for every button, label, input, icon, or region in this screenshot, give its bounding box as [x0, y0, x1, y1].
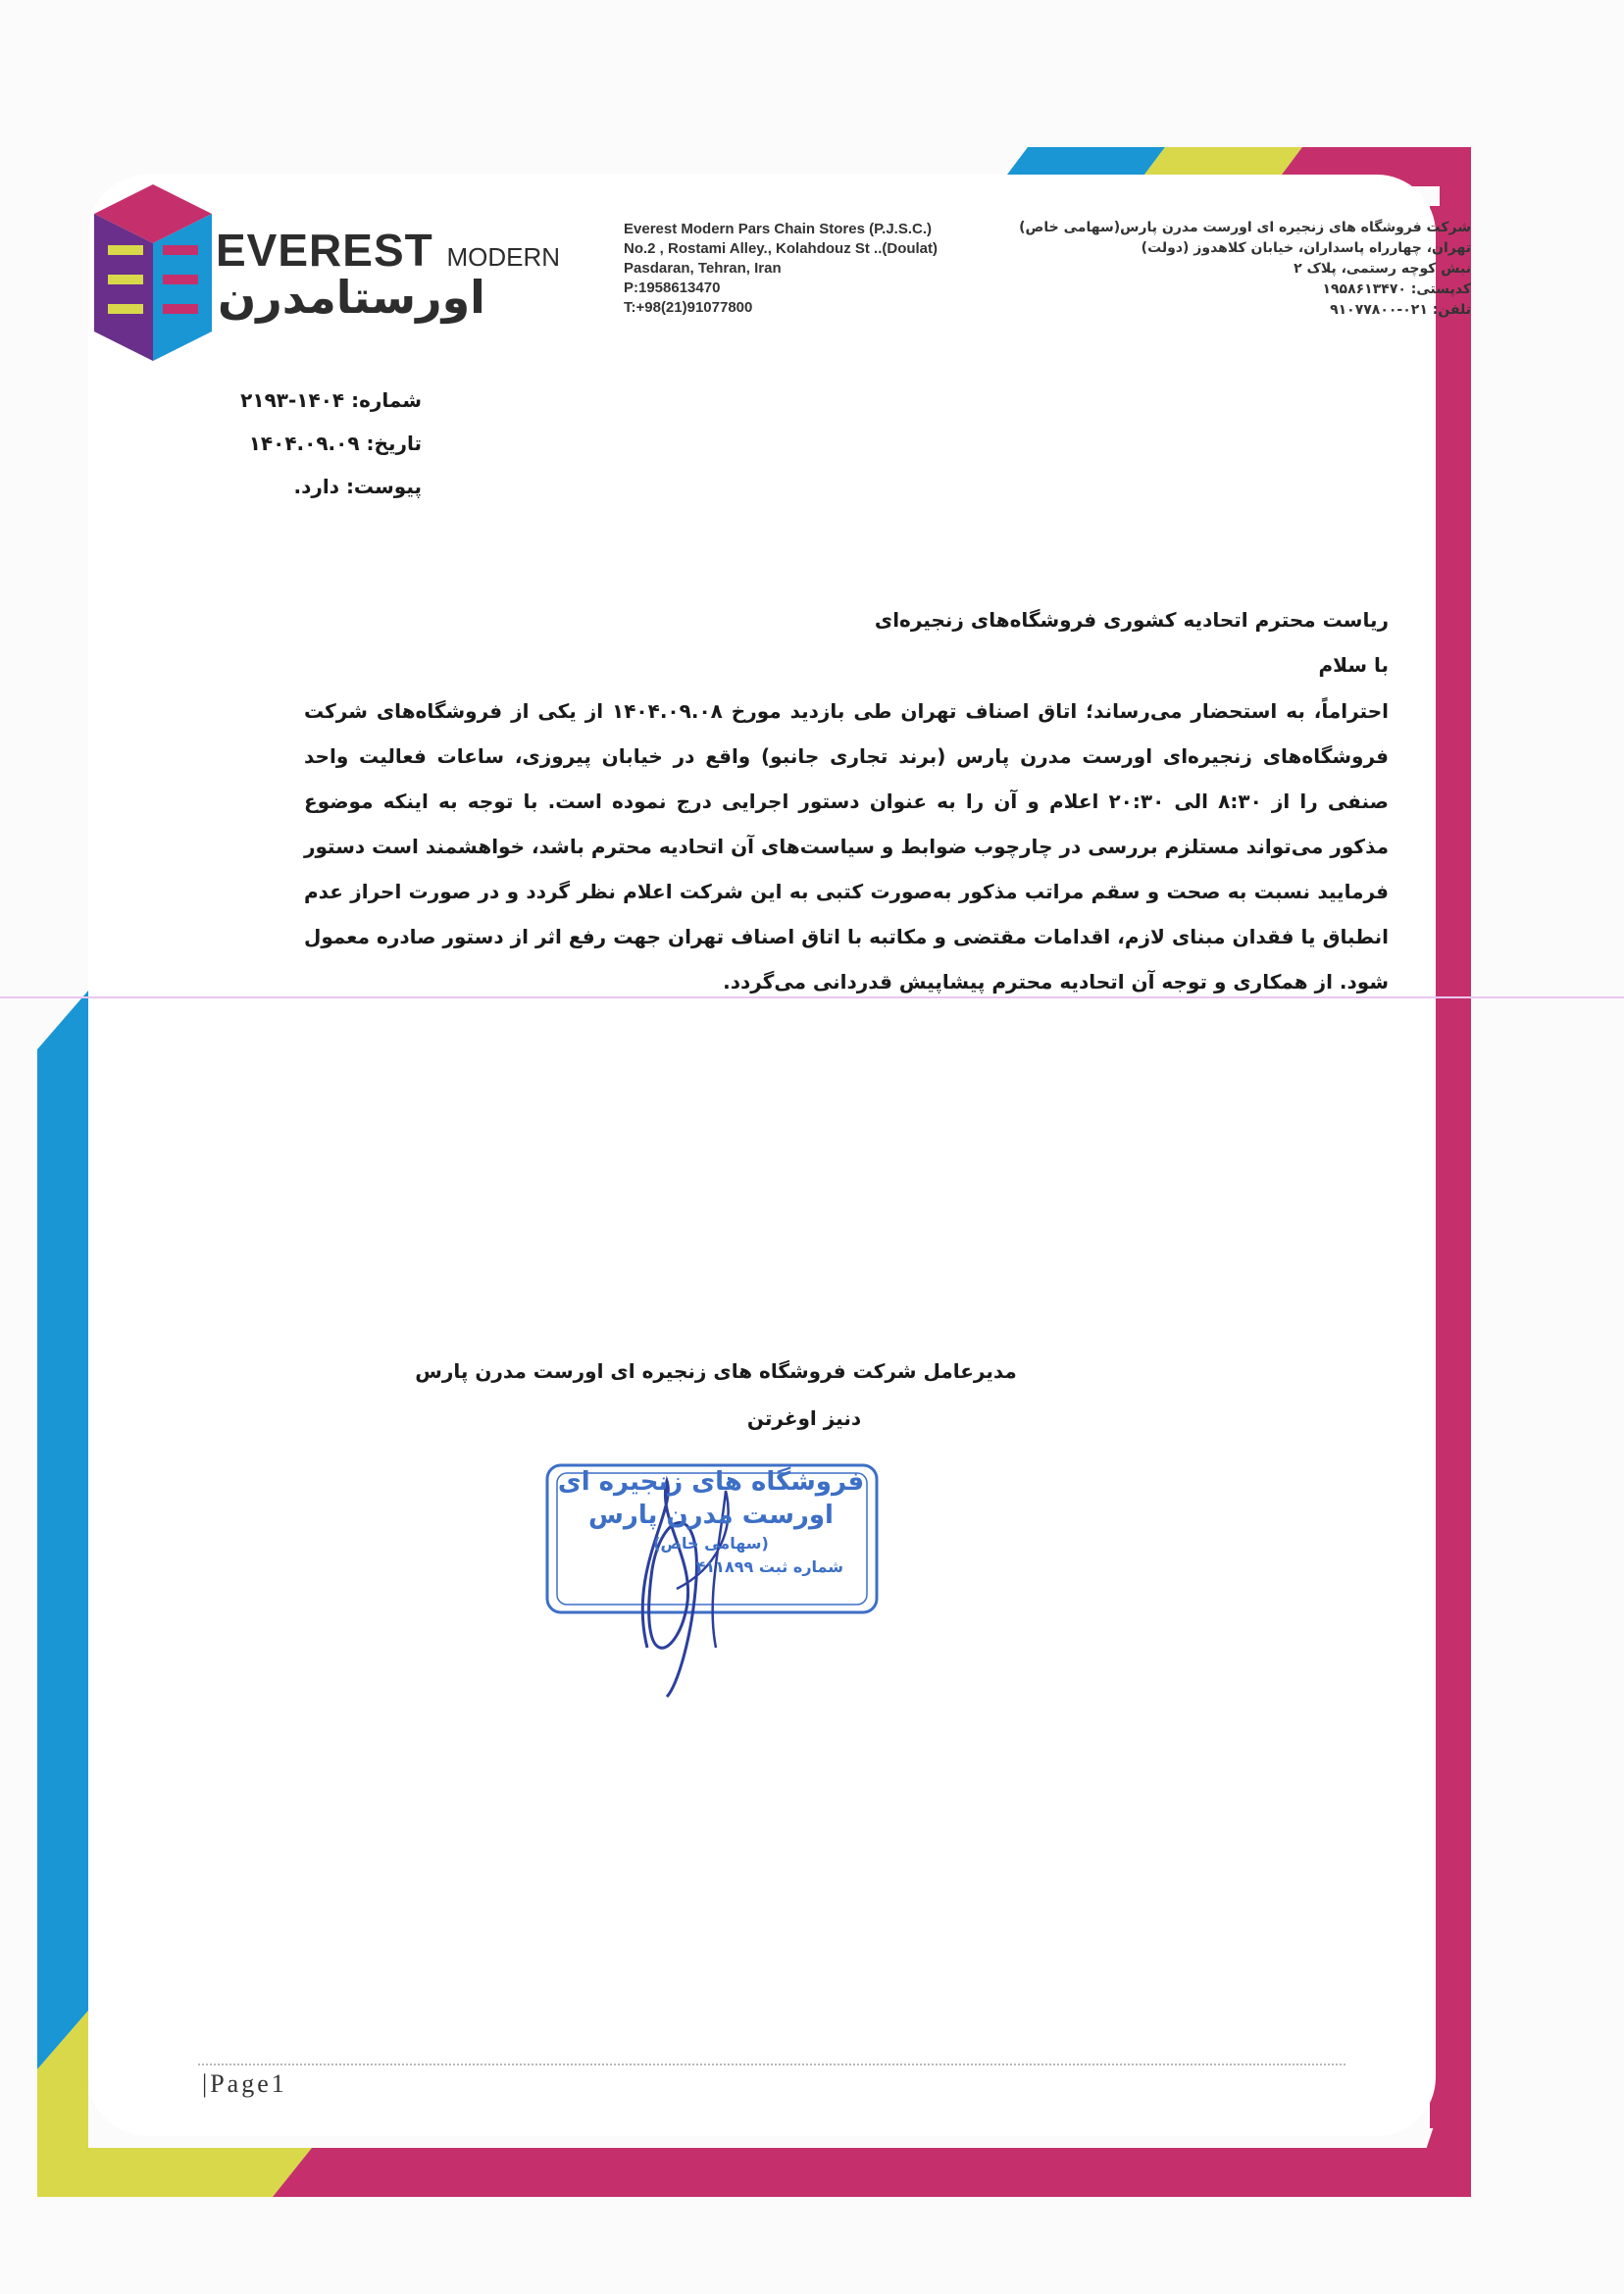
- stamp-line: اورست مدرن پارس: [588, 1501, 834, 1530]
- letter-number: شماره: ۱۴۰۴-۲۱۹۳: [240, 388, 422, 412]
- address-en-line: Everest Modern Pars Chain Stores (P.J.S.C.): [624, 221, 932, 237]
- stacked-e-cube-logo-icon: [94, 184, 212, 361]
- signer-name: دنیز اوغرتن: [746, 1406, 862, 1430]
- address-fa-line: نبش کوچه رستمی، پلاک ۲: [1294, 261, 1471, 277]
- letter-attachment: پیوست: دارد.: [293, 475, 422, 498]
- left-blue-band: [37, 991, 88, 2069]
- logo-persian-text: اورستامدرن: [218, 271, 485, 324]
- address-en-line: Pasdaran, Tehran, Iran: [624, 260, 782, 277]
- address-fa-line: کدپستی: ۱۹۵۸۶۱۳۴۷۰: [1322, 281, 1471, 297]
- address-english: [624, 220, 977, 318]
- signature-block: [412, 1348, 1020, 1442]
- letter-greeting: با سلام: [1318, 653, 1389, 677]
- letter-meta: [196, 379, 422, 508]
- stamp-text: [549, 1465, 873, 1579]
- letter-paragraph: احتراماً، به استحضار می‌رساند؛ اتاق اصناف تهران طی بازدید مورخ ۱۴۰۴.۰۹.۰۸ از یکی از فروشگاه‌های شرکت فروشگاه‌های زنجیره‌ای اورست مدرن پارس (برند تجاری جانبو) واقع در خیابان پیروزی، ساعات فعالیت واحد صنفی را از ۸:۳۰ الی ۲۰:۳۰ اعلام و آن را به عنوان دستور اجرایی درج نموده است. با توجه به اینکه موضوع مذکور می‌تواند مستلزم بررسی در چارچوب ضوابط و سیاست‌های آن اتحادیه محترم باشد، خواهشمند است دستور فرمایید نسبت به صحت و سقم مراتب مذکور به‌صورت کتبی به این شرکت اعلام نظر گردد و در صورت احراز عدم انطباق یا فقدان مبنای لازم، اقدامات مقتضی و مکاتبه با اتاق اصناف تهران جهت رفع اثر از دستور صادره معمول شود. از همکاری و توجه آن اتحادیه محترم پیشاپیش قدردانی می‌گردد.: [304, 699, 1390, 994]
- stamp-line: (سهامی خاص): [653, 1534, 769, 1553]
- signer-title: مدیرعامل شرکت فروشگاه های زنجیره ای اورست مدرن پارس: [415, 1359, 1017, 1383]
- address-en-line: P:1958613470: [624, 280, 721, 296]
- company-logo: [88, 173, 561, 369]
- address-fa-line: شرکت فروشگاه های زنجیره ای اورست مدرن پارس(سهامی خاص): [1019, 220, 1471, 235]
- logo-latin-text: EVEREST MODERN: [216, 225, 561, 276]
- address-persian: [1010, 218, 1471, 321]
- footer-divider: [198, 2064, 1345, 2065]
- address-fa-line: تلفن: ۰۲۱-۹۱۰۷۷۸۰۰: [1330, 302, 1471, 318]
- address-en-line: No.2 , Rostami Alley., Kolahdouz St ..(Doulat): [624, 240, 939, 257]
- address-fa-line: تهران، چهارراه پاسداران، خیابان کلاهدوز (دولت): [1141, 240, 1471, 256]
- scan-artifact-line: [0, 996, 1624, 998]
- letter-date: تاریخ: ۱۴۰۴.۰۹.۰۹: [248, 432, 422, 455]
- bottom-magenta-stripe: [273, 2148, 1471, 2197]
- stamp-line: فروشگاه های زنجیره ای: [557, 1467, 865, 1497]
- letter-recipient: ریاست محترم اتحادیه کشوری فروشگاه‌های زنجیره‌ای: [874, 608, 1389, 632]
- address-en-line: T:+98(21)91077800: [624, 299, 753, 316]
- stamp-line: شماره ثبت ۴۱۱۸۹۹: [695, 1557, 843, 1576]
- bottom-yellow-stripe: [37, 2148, 312, 2197]
- page-number: |Page1: [202, 2069, 287, 2098]
- letter-body: [304, 600, 1389, 1004]
